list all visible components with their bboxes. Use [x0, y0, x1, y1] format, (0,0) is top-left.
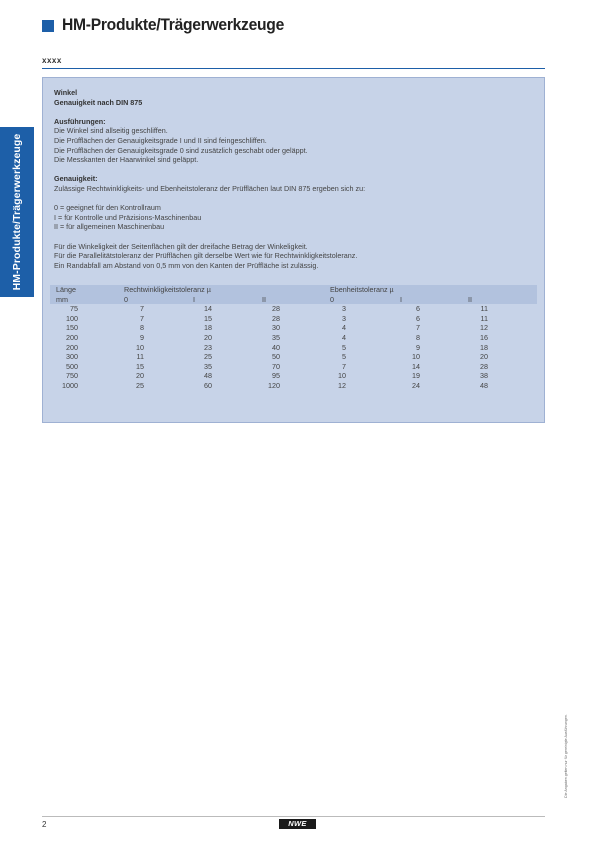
cell-length: 200 [66, 342, 78, 352]
tolerance-table [50, 285, 537, 391]
cell-value: 15 [204, 313, 212, 323]
cell-value: 5 [342, 342, 346, 352]
cell-value: 40 [272, 342, 280, 352]
cell-value: 11 [136, 352, 144, 362]
page-number: 2 [42, 820, 47, 829]
header-grade: I [193, 294, 195, 304]
cell-value: 12 [480, 323, 488, 333]
cell-value: 7 [140, 313, 144, 323]
header-ebenheit: Ebenheitstoleranz µ [330, 285, 394, 294]
panel-text [54, 88, 537, 270]
info-panel [42, 77, 545, 423]
header-length: Länge [56, 285, 76, 294]
cell-value: 14 [204, 304, 212, 314]
table-row [50, 314, 537, 324]
page-title: HM-Produkte/Trägerwerkzeuge [62, 15, 285, 34]
cell-value: 4 [342, 332, 346, 342]
cell-value: 24 [412, 380, 420, 390]
panel-subtitle: Genauigkeit nach DIN 875 [54, 97, 143, 107]
header-grade: 0 [124, 294, 128, 304]
genauigkeit-heading: Genauigkeit: [54, 174, 98, 184]
cell-value: 7 [416, 323, 420, 333]
side-tab [0, 127, 34, 297]
header-grade: II [262, 294, 266, 304]
grade-line: II = für allgemeinen Maschinenbau [54, 222, 165, 232]
cell-value: 48 [480, 380, 488, 390]
cell-value: 7 [140, 304, 144, 314]
cell-value: 20 [480, 352, 488, 362]
cell-value: 70 [272, 361, 280, 371]
header-grade: I [400, 294, 402, 304]
header-grade: II [468, 294, 472, 304]
cell-value: 6 [416, 304, 420, 314]
cell-value: 8 [140, 323, 144, 333]
side-note: Die Angaben gelten nur für gereinigte Ausführungen. [564, 714, 568, 798]
cell-value: 6 [416, 313, 420, 323]
cell-value: 19 [412, 371, 420, 381]
ausfuehrungen-heading: Ausführungen: [54, 116, 106, 126]
cell-value: 35 [272, 332, 280, 342]
header-grade: 0 [330, 294, 334, 304]
table-row [50, 343, 537, 353]
side-tab-label: HM-Produkte/Trägerwerkzeuge [11, 133, 23, 291]
ausfuehrungen-line: Die Winkel sind allseitig geschliffen. [54, 126, 168, 136]
cell-value: 15 [136, 361, 144, 371]
cell-length: 750 [66, 371, 78, 381]
table-header-row [50, 285, 537, 295]
cell-length: 200 [66, 332, 78, 342]
cell-value: 120 [268, 380, 280, 390]
cell-value: 18 [204, 323, 212, 333]
cell-value: 7 [342, 361, 346, 371]
table-row [50, 304, 537, 314]
header-square [42, 20, 54, 32]
cell-value: 9 [416, 342, 420, 352]
cell-value: 25 [204, 352, 212, 362]
table-row [50, 371, 537, 381]
table-row [50, 323, 537, 333]
cell-value: 60 [204, 380, 212, 390]
cell-value: 3 [342, 304, 346, 314]
cell-value: 25 [136, 380, 144, 390]
table-header [50, 285, 537, 304]
table-row [50, 362, 537, 372]
cell-value: 28 [272, 304, 280, 314]
cell-length: 100 [66, 313, 78, 323]
cell-value: 23 [204, 342, 212, 352]
cell-value: 95 [272, 371, 280, 381]
table-body [50, 304, 537, 390]
cell-value: 3 [342, 313, 346, 323]
note-line: Ein Randabfall am Abstand von 0,5 mm von den Kanten der Prüffläche ist zulässig. [54, 260, 319, 270]
note-line: Für die Winkeligkeit der Seitenflächen gilt der dreifache Betrag der Winkeligkeit. [54, 241, 308, 251]
cell-value: 12 [338, 380, 346, 390]
table-row [50, 381, 537, 391]
cell-value: 14 [412, 361, 420, 371]
cell-value: 9 [140, 332, 144, 342]
table-row [50, 333, 537, 343]
cell-length: 500 [66, 361, 78, 371]
cell-value: 20 [204, 332, 212, 342]
cell-value: 11 [480, 304, 488, 314]
header-rechtwinkligkeit: Rechtwinkligkeitstoleranz µ [124, 285, 211, 294]
cell-value: 20 [136, 371, 144, 381]
cell-value: 38 [480, 371, 488, 381]
cell-value: 28 [480, 361, 488, 371]
cell-value: 10 [338, 371, 346, 381]
cell-value: 11 [480, 313, 488, 323]
cell-value: 5 [342, 352, 346, 362]
cell-length: 75 [70, 304, 78, 314]
cell-value: 50 [272, 352, 280, 362]
cell-value: 8 [416, 332, 420, 342]
ausfuehrungen-line: Die Prüfflächen der Genauigkeitsgrade 0 sind zusätzlich geschabt oder geläppt. [54, 145, 308, 155]
brand-logo: NWE [279, 819, 316, 829]
cell-value: 18 [480, 342, 488, 352]
cell-value: 10 [136, 342, 144, 352]
cell-value: 10 [412, 352, 420, 362]
grade-line: 0 = geeignet für den Kontrollraum [54, 203, 161, 213]
table-row [50, 352, 537, 362]
cell-value: 48 [204, 371, 212, 381]
footer-divider [42, 816, 545, 817]
section-divider [42, 68, 545, 69]
header-unit: mm [56, 294, 68, 304]
genauigkeit-intro: Zulässige Rechtwinkligkeits- und Ebenheitstoleranz der Prüfflächen laut DIN 875 ergeben sich zu: [54, 183, 366, 193]
cell-value: 4 [342, 323, 346, 333]
cell-value: 16 [480, 332, 488, 342]
section-code: xxxx [42, 56, 62, 65]
ausfuehrungen-line: Die Messkanten der Haarwinkel sind geläppt. [54, 155, 199, 165]
note-line: Für die Parallelitätstoleranz der Prüfflächen gilt derselbe Wert wie für Rechtwinkligkeitstoleranz. [54, 251, 358, 261]
cell-value: 30 [272, 323, 280, 333]
grade-line: I = für Kontrolle und Präzisions-Maschinenbau [54, 212, 202, 222]
ausfuehrungen-line: Die Prüfflächen der Genauigkeitsgrade I und II sind feingeschliffen. [54, 135, 267, 145]
table-header-row [50, 295, 537, 305]
cell-value: 35 [204, 361, 212, 371]
cell-value: 28 [272, 313, 280, 323]
cell-length: 300 [66, 352, 78, 362]
cell-length: 150 [66, 323, 78, 333]
cell-length: 1000 [62, 380, 78, 390]
panel-title: Winkel [54, 88, 78, 97]
